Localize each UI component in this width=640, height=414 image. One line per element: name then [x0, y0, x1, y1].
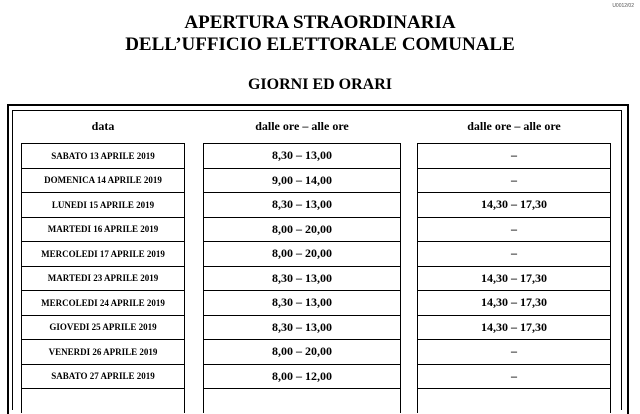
- date-cell: DOMENICA 14 APRILE 2019: [22, 169, 184, 194]
- date-cell: SABATO 13 APRILE 2019: [22, 144, 184, 169]
- morning-hours-cell: 8,30 – 13,00: [204, 193, 400, 218]
- morning-hours-cell: 8,30 – 13,00: [204, 316, 400, 341]
- afternoon-hours-cell: –: [418, 365, 610, 390]
- afternoon-hours-cell: –: [418, 218, 610, 243]
- header-morning: dalle ore – alle ore: [255, 119, 349, 133]
- date-cell: VENERDI 26 APRILE 2019: [22, 340, 184, 365]
- header-date: data: [91, 119, 115, 133]
- date-column: [21, 143, 185, 413]
- afternoon-hours-cell: –: [418, 144, 610, 169]
- afternoon-hours-cell: 14,30 – 17,30: [418, 291, 610, 316]
- afternoon-hours-cell: –: [418, 340, 610, 365]
- date-cell: MARTEDI 16 APRILE 2019: [22, 218, 184, 243]
- date-cell: SABATO 27 APRILE 2019: [22, 365, 184, 390]
- afternoon-hours-cell: –: [418, 242, 610, 267]
- title-line-1: APERTURA STRAORDINARIA: [184, 12, 456, 33]
- date-cell: GIOVEDI 25 APRILE 2019: [22, 316, 184, 341]
- date-cell: MERCOLEDI 17 APRILE 2019: [22, 242, 184, 267]
- header-afternoon: dalle ore – alle ore: [467, 119, 561, 133]
- morning-hours-cell: 8,30 – 13,00: [204, 267, 400, 292]
- morning-hours-cell: 9,00 – 14,00: [204, 169, 400, 194]
- afternoon-column: [417, 143, 611, 413]
- afternoon-hours-cell: –: [418, 169, 610, 194]
- date-cell: MERCOLEDI 24 APRILE 2019: [22, 291, 184, 316]
- afternoon-hours-cell: 14,30 – 17,30: [418, 193, 610, 218]
- title-line-2: DELL’UFFICIO ELETTORALE COMUNALE: [125, 34, 515, 55]
- afternoon-hours-cell: 14,30 – 17,30: [418, 316, 610, 341]
- document-code: U0012/02: [612, 3, 634, 9]
- morning-hours-cell: 8,00 – 20,00: [204, 340, 400, 365]
- date-cell: MARTEDI 23 APRILE 2019: [22, 267, 184, 292]
- subtitle: GIORNI ED ORARI: [247, 76, 392, 93]
- morning-column: [203, 143, 401, 413]
- morning-hours-cell: 8,00 – 12,00: [204, 365, 400, 390]
- morning-hours-cell: 8,30 – 13,00: [204, 144, 400, 169]
- morning-hours-cell: 8,00 – 20,00: [204, 242, 400, 267]
- afternoon-hours-cell: 14,30 – 17,30: [418, 267, 610, 292]
- morning-hours-cell: 8,30 – 13,00: [204, 291, 400, 316]
- date-cell: LUNEDI 15 APRILE 2019: [22, 193, 184, 218]
- morning-hours-cell: 8,00 – 20,00: [204, 218, 400, 243]
